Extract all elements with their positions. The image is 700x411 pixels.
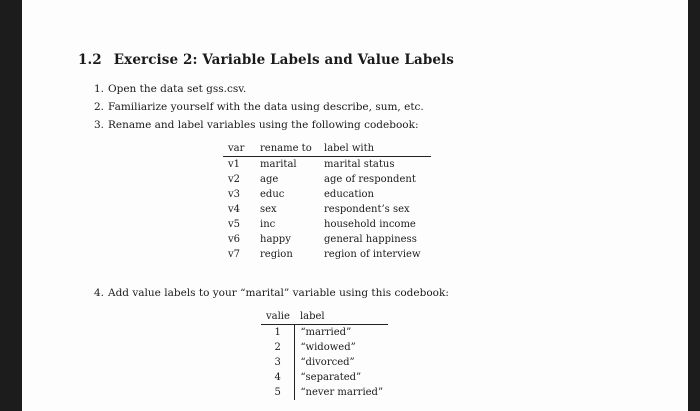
table-cell: marital status [324, 159, 395, 170]
table-cell: general happiness [324, 234, 417, 245]
table-cell: “widowed” [300, 342, 356, 353]
table-cell: “never married” [300, 387, 384, 398]
table-cell: marital [260, 159, 297, 170]
table-row [223, 187, 431, 202]
table-row [223, 247, 431, 262]
table-cell: happy [260, 234, 291, 245]
table-cell: v6 [228, 234, 241, 245]
table-row [261, 370, 388, 385]
right-dark-border [688, 0, 700, 411]
list-item-text: Open the data set gss.csv. [108, 83, 247, 95]
table-row [223, 202, 431, 217]
table-cell: v7 [228, 249, 241, 260]
table-cell: 4 [261, 370, 295, 385]
table-cell: “separated” [300, 372, 362, 383]
list-item-number: 2. [94, 101, 105, 113]
list-item-number: 4. [94, 287, 105, 299]
list-item [94, 287, 449, 299]
table-cell: age of respondent [324, 174, 416, 185]
column-header: label [295, 310, 388, 325]
variable-codebook-table [223, 142, 431, 262]
table-cell: v2 [228, 174, 241, 185]
left-dark-border [0, 0, 22, 411]
list-item-text: Add value labels to your “marital” variable using this codebook: [108, 287, 449, 299]
value-codebook-table [261, 310, 388, 400]
table-cell: v5 [228, 219, 241, 230]
section-title: Exercise 2: Variable Labels and Value Labels [113, 52, 454, 68]
table-row [261, 325, 388, 341]
list-item [94, 83, 246, 95]
table-cell: “married” [300, 327, 352, 338]
table-row [261, 355, 388, 370]
section-number: 1.2 [78, 52, 102, 68]
table-cell: v4 [228, 204, 241, 215]
table-header-row [223, 142, 431, 157]
list-item-number: 3. [94, 119, 105, 131]
table-row [261, 340, 388, 355]
table-cell: education [324, 189, 374, 200]
table-cell: v3 [228, 189, 241, 200]
table-cell: household income [324, 219, 416, 230]
table-row [223, 232, 431, 247]
table-row [223, 217, 431, 232]
list-item-text: Rename and label variables using the following codebook: [108, 119, 419, 131]
table-cell: region of interview [324, 249, 421, 260]
table-row [223, 157, 431, 173]
table-cell: “divorced” [300, 357, 355, 368]
table-cell: 1 [261, 325, 295, 341]
table-cell: 2 [261, 340, 295, 355]
list-item [94, 101, 424, 113]
table-cell: respondent’s sex [324, 204, 410, 215]
table-cell: 5 [261, 385, 295, 400]
column-header: var [223, 142, 255, 157]
table-header-row [261, 310, 388, 325]
table-row [261, 385, 388, 400]
table-cell: educ [260, 189, 285, 200]
column-header: label with [319, 142, 431, 157]
table-cell: 3 [261, 355, 295, 370]
table-cell: sex [260, 204, 277, 215]
column-header: valie [261, 310, 295, 325]
table-cell: v1 [228, 159, 241, 170]
list-item-number: 1. [94, 83, 105, 95]
table-cell: inc [260, 219, 276, 230]
list-item-text: Familiarize yourself with the data using describe, sum, etc. [108, 101, 424, 113]
table-row [223, 172, 431, 187]
column-header: rename to [255, 142, 319, 157]
section-heading [78, 52, 454, 68]
list-item [94, 119, 419, 131]
table-cell: region [260, 249, 293, 260]
table-cell: age [260, 174, 279, 185]
